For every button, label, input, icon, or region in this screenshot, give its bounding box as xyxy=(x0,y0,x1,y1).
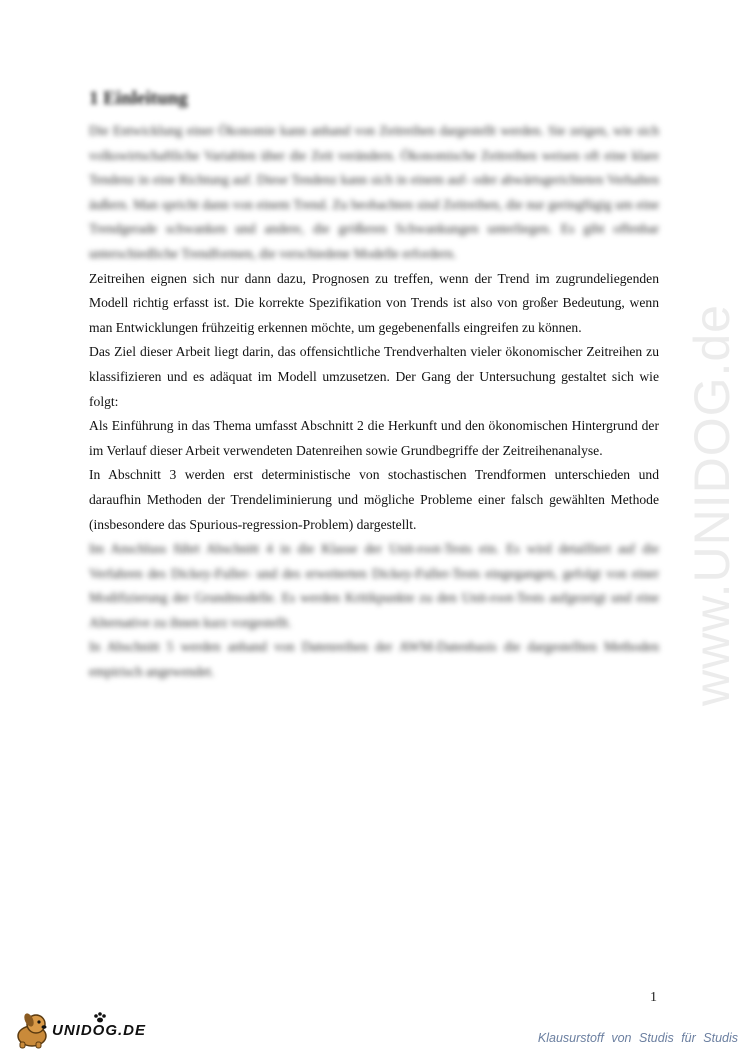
logo-text: UNIDOG.DE xyxy=(52,1022,147,1039)
paragraph-6: Im Anschluss führt Abschnitt 4 in die Klasse der Unit-root-Tests ein. Es wird detailliert auf die Verfahren des Dickey-Fuller- und des erweiterten Dickey-Fuller-Tests eingegangen, gefolgt von einer Modifizierung der Grundmodelle. Es werden Kritikpunkte zu den Unit-root-Tests aufgezeigt und eine Alternative zu ihnen kurz vorgestellt. xyxy=(89,541,659,630)
paragraph-3: Das Ziel dieser Arbeit liegt darin, das offensichtliche Trendverhalten vieler ökonomischer Zeitreihen zu klassifizieren und es adäquat im Modell umzusetzen. Der Gang der Untersuchung gestaltet sich wie folgt: xyxy=(89,344,659,409)
paragraph-5: In Abschnitt 3 werden erst deterministische von stochastischen Trendformen unterschieden und daraufhin Methoden der Trendeliminierung und mögliche Probleme einer falsch gewählten Methode (insbesondere das Spurious-regression-Problem) dargestellt. xyxy=(89,467,659,532)
paragraph-1: Die Entwicklung einer Ökonomie kann anhand von Zeitreihen dargestellt werden. Sie zeigen, wie sich volkswirtschaftliche Variablen über die Zeit verändern. Ökonomische Zeitreihen weisen oft eine klare Tendenz in eine Richtung auf. Diese Tendenz kann sich in einem auf- oder abwärtsgerichteten Verhalten äußern. Man spricht dann von einem Trend. Zu beobachten sind Zeitreihen, die nur geringfügig um eine Trendgerade schwanken und andere, die größeren Schwankungen unterliegen. Es gibt offenbar unterschiedliche Trendformen, die verschiedene Modelle erfordern. xyxy=(89,123,659,261)
paragraph-4: Als Einführung in das Thema umfasst Abschnitt 2 die Herkunft und den ökonomischen Hintergrund der im Verlauf dieser Arbeit verwendeten Datenreihen sowie Grundbegriffe der Zeitreihenanalyse. xyxy=(89,418,659,458)
paragraph-7: In Abschnitt 5 werden anhand von Datenreihen der AWM-Datenbasis die dargestellten Methoden empirisch angewendet. xyxy=(89,639,659,680)
page-number: 1 xyxy=(650,990,657,1005)
section-heading: 1 Einleitung xyxy=(89,88,188,109)
watermark-text: www.UNIDOG.de xyxy=(684,304,740,706)
footer-tagline: Klausurstoff von Studis für Studis xyxy=(537,1031,738,1045)
paragraph-2: Zeitreihen eignen sich nur dann dazu, Prognosen zu treffen, wenn der Trend im zugrundeliegenden Modell richtig erfasst ist. Die korrekte Spezifikation von Trends ist also von großer Bedeutung, wenn man Entwicklungen frühzeitig erkennen möchte, um gegebenenfalls eingreifen zu können. xyxy=(89,270,659,335)
body-text xyxy=(89,119,659,685)
